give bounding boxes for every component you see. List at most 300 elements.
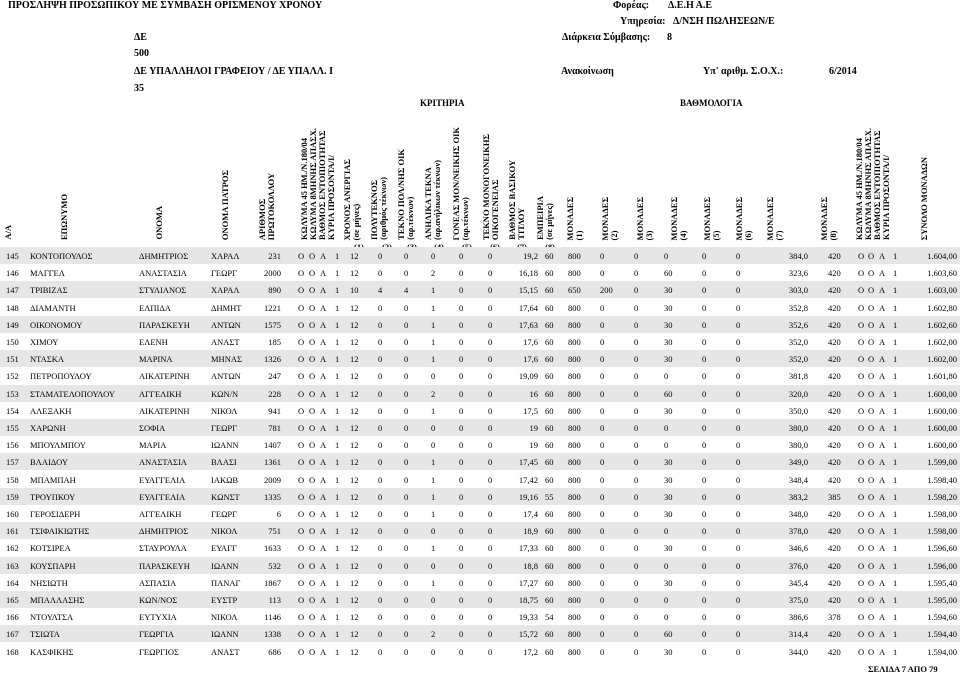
table-cell: 800 xyxy=(568,543,581,554)
table-cell: 378,0 xyxy=(788,526,808,537)
table-cell: 12 xyxy=(350,509,359,519)
table-cell: 0 xyxy=(459,595,464,605)
table-cell: ΚΑΣΦΙΚΗΣ xyxy=(30,646,74,657)
table-cell: 420 xyxy=(828,526,841,537)
table-cell: Ο xyxy=(858,371,865,382)
table-cell: 345,4 xyxy=(788,577,808,588)
table-cell: 420 xyxy=(828,629,841,640)
table-cell: 1 xyxy=(335,337,340,347)
table-cell: 19,33 xyxy=(518,612,538,623)
table-cell: 1 xyxy=(335,251,340,261)
table-cell: 0 xyxy=(702,354,707,365)
table-cell: 1 xyxy=(431,509,436,519)
table-cell: ΚΟΤΣΙΡΕΑ xyxy=(30,543,71,554)
table-cell: 168 xyxy=(6,646,19,657)
table-cell: 30 xyxy=(664,457,673,468)
table-cell: Ο xyxy=(868,319,875,330)
table-cell: 800 xyxy=(568,423,581,433)
table-cell: 1 xyxy=(431,319,436,330)
table-cell: 0 xyxy=(459,509,464,519)
table-cell: Α xyxy=(320,319,327,330)
table-cell: Ο xyxy=(298,474,305,485)
col-monades-4: ΜΟΝΑΔΕΣ (4) xyxy=(669,196,688,240)
table-cell: 420 xyxy=(828,405,841,416)
table-cell: 154 xyxy=(6,405,19,416)
table-cell: Α xyxy=(320,405,327,416)
table-cell: Α xyxy=(879,646,886,657)
table-cell: Α xyxy=(879,354,886,365)
table-cell: Ο xyxy=(868,595,875,605)
table-cell: ΟΙΚΟΝΟΜΟΥ xyxy=(30,319,83,330)
table-cell: 0 xyxy=(736,491,741,502)
table-cell: 0 xyxy=(702,526,707,537)
table-cell: 1 xyxy=(431,285,436,296)
table-cell: Ο xyxy=(298,543,305,554)
table-cell: Α xyxy=(320,268,327,279)
table-cell: 0 xyxy=(736,612,741,623)
table-cell: 1.594,40 xyxy=(927,629,957,640)
table-cell: 0 xyxy=(404,457,409,468)
table-cell: 0 xyxy=(404,440,409,451)
table-cell: 0 xyxy=(736,560,741,571)
table-cell: 0 xyxy=(378,440,383,451)
table-cell: Ο xyxy=(309,440,316,451)
table-cell: 0 xyxy=(702,612,707,623)
table-cell: 1.604,00 xyxy=(927,251,957,261)
table-cell: 350,0 xyxy=(788,405,808,416)
table-cell: ΔΗΜΗΤΡΙΟΣ xyxy=(139,251,189,261)
col-vathmos-titlou: ΒΑΘΜΟΣ ΒΑΣΙΚΟΥ ΤΙΤΛΟΥ xyxy=(507,160,526,240)
table-cell: 0 xyxy=(702,405,707,416)
table-cell: ΑΝΑΣΤ xyxy=(211,646,240,657)
table-cell: 0 xyxy=(459,457,464,468)
document-title: ΠΡΟΣΛΗΨΗ ΠΡΟΣΩΠΙΚΟΥ ΜΕ ΣΥΜΒΑΣΗ ΟΡΙΣΜΕΝΟΥ ΧΡΟΝΟΥ xyxy=(8,0,323,11)
table-cell: 0 xyxy=(404,354,409,365)
table-cell: ΚΩΝ/Ν xyxy=(211,388,239,399)
table-cell: 0 xyxy=(459,612,464,623)
table-cell: 60 xyxy=(545,457,554,468)
table-cell: 420 xyxy=(828,268,841,279)
table-cell: Ο xyxy=(298,354,305,365)
col-patros: ΟΝΟΜΑ ΠΑΤΡΟΣ xyxy=(220,169,230,240)
table-cell: Ο xyxy=(858,337,865,347)
table-cell: ΝΤΑΣΚΑ xyxy=(30,354,65,365)
table-cell: 0 xyxy=(378,405,383,416)
table-cell: ΑΝΑΣΤΑΣΙΑ xyxy=(139,457,187,468)
table-cell: ΑΝΤΩΝ xyxy=(211,371,241,382)
table-cell: 0 xyxy=(404,646,409,657)
table-cell: ΔΗΜΗΤΡΙΟΣ xyxy=(139,526,189,537)
table-cell: 153 xyxy=(6,388,19,399)
table-cell: Ο xyxy=(298,302,305,313)
table-cell: 0 xyxy=(736,302,741,313)
table-cell: 0 xyxy=(488,595,493,605)
table-cell: 0 xyxy=(664,440,669,451)
table-cell: 0 xyxy=(404,629,409,640)
table-cell: 532 xyxy=(268,560,281,571)
table-cell: 0 xyxy=(702,251,707,261)
table-cell: 800 xyxy=(568,491,581,502)
table-cell: 1.598,40 xyxy=(927,474,957,485)
table-cell: 60 xyxy=(545,543,554,554)
table-cell: 54 xyxy=(545,612,554,623)
table-cell: 0 xyxy=(488,251,493,261)
table-cell: 0 xyxy=(488,371,493,382)
table-cell: 55 xyxy=(545,491,554,502)
table-cell: 0 xyxy=(600,405,605,416)
table-cell: 0 xyxy=(736,405,741,416)
foreas-value: Δ.Ε.Η Α.Ε xyxy=(668,0,713,11)
table-cell: 17,33 xyxy=(518,543,538,554)
table-cell: 420 xyxy=(828,371,841,382)
table-cell: Α xyxy=(879,474,886,485)
table-cell: ΤΡΙΒΙΖΑΣ xyxy=(30,285,68,296)
table-cell: 1 xyxy=(893,646,898,657)
table-cell: 12 xyxy=(350,268,359,279)
table-row xyxy=(0,591,960,608)
table-cell: 0 xyxy=(404,319,409,330)
table-cell: 0 xyxy=(488,526,493,537)
table-cell: 1.594,60 xyxy=(927,612,957,623)
col-tekno-monogoneikis: ΤΕΚΝΟ ΜΟΝΟΓΟΝΕΙΚΗΣ ΟΙΚΟΓΕΝΕΙΑΣ xyxy=(481,133,500,240)
table-cell: Α xyxy=(320,251,327,261)
table-cell: ΠΑΡΑΣΚΕΥΗ xyxy=(139,560,190,571)
table-cell: 352,6 xyxy=(788,319,808,330)
table-row xyxy=(0,264,960,281)
table-cell: Α xyxy=(320,388,327,399)
table-cell: 1 xyxy=(335,440,340,451)
table-cell: ΜΑΡΙΝΑ xyxy=(139,354,173,365)
table-cell: 160 xyxy=(6,509,19,519)
table-cell: 1 xyxy=(335,526,340,537)
table-cell: 0 xyxy=(736,457,741,468)
table-cell: 0 xyxy=(702,457,707,468)
table-cell: 60 xyxy=(545,268,554,279)
table-cell: 0 xyxy=(736,577,741,588)
table-cell: 0 xyxy=(459,388,464,399)
table-cell: 420 xyxy=(828,474,841,485)
table-cell: 161 xyxy=(6,526,19,537)
col-anergia: ΧΡΟΝΟΣ ΑΝΕΡΓΙΑΣ (σε μήνες) xyxy=(342,158,361,240)
table-cell: Ο xyxy=(868,337,875,347)
table-cell: 0 xyxy=(600,251,605,261)
table-cell: 781 xyxy=(268,423,281,433)
table-cell: 0 xyxy=(488,319,493,330)
table-cell: 1 xyxy=(893,268,898,279)
table-cell: 12 xyxy=(350,337,359,347)
table-cell: 0 xyxy=(600,560,605,571)
table-cell: Ο xyxy=(309,526,316,537)
table-cell: ΧΑΡΩΝΗ xyxy=(30,423,66,433)
table-cell: Α xyxy=(320,440,327,451)
table-cell: 380,0 xyxy=(788,423,808,433)
table-cell: Ο xyxy=(868,354,875,365)
table-row xyxy=(0,539,960,556)
table-cell: 420 xyxy=(828,319,841,330)
table-cell: Α xyxy=(320,474,327,485)
table-cell: Α xyxy=(879,612,886,623)
table-cell: 60 xyxy=(545,595,554,605)
table-cell: 1 xyxy=(893,405,898,416)
table-cell: ΓΕΡΟΣΙΔΕΡΗ xyxy=(30,509,81,519)
table-cell: 1 xyxy=(893,474,898,485)
table-row xyxy=(0,419,960,436)
table-cell: 12 xyxy=(350,577,359,588)
table-cell: 420 xyxy=(828,509,841,519)
table-cell: 0 xyxy=(404,405,409,416)
table-cell: 1 xyxy=(335,371,340,382)
table-cell: ΤΣΙΩΤΑ xyxy=(30,629,60,640)
table-cell: Ο xyxy=(309,405,316,416)
table-cell: 0 xyxy=(459,526,464,537)
table-cell: 1146 xyxy=(264,612,281,623)
table-cell: Ο xyxy=(858,577,865,588)
table-cell: ΑΓΓΕΛΙΚΗ xyxy=(139,509,182,519)
table-cell: 0 xyxy=(378,251,383,261)
table-cell: 0 xyxy=(634,646,639,657)
table-cell: Α xyxy=(320,543,327,554)
table-cell: 1.600,00 xyxy=(927,423,957,433)
table-cell: 60 xyxy=(545,388,554,399)
table-cell: Α xyxy=(879,285,886,296)
table-cell: 1 xyxy=(431,577,436,588)
table-cell: 1 xyxy=(431,302,436,313)
table-cell: 30 xyxy=(664,577,673,588)
table-cell: 0 xyxy=(600,577,605,588)
table-cell: 1.603,00 xyxy=(927,285,957,296)
table-cell: 0 xyxy=(702,285,707,296)
table-row xyxy=(0,574,960,591)
table-cell: 1 xyxy=(335,423,340,433)
table-cell: 0 xyxy=(459,629,464,640)
table-cell: 1 xyxy=(335,646,340,657)
table-cell: 0 xyxy=(378,577,383,588)
table-cell: 30 xyxy=(664,543,673,554)
table-cell: Ο xyxy=(868,268,875,279)
table-cell: ΕΥΣΤΡ xyxy=(211,595,238,605)
table-cell: 0 xyxy=(736,526,741,537)
table-cell: 800 xyxy=(568,629,581,640)
table-cell: 1 xyxy=(335,302,340,313)
table-cell: 0 xyxy=(634,595,639,605)
table-cell: 0 xyxy=(488,354,493,365)
table-cell: Ο xyxy=(298,388,305,399)
table-cell: Α xyxy=(879,268,886,279)
table-cell: 17,5 xyxy=(523,405,538,416)
table-cell: ΙΩΑΝΝ xyxy=(211,629,239,640)
table-cell: 1.595,00 xyxy=(927,595,957,605)
table-cell: 352,0 xyxy=(788,337,808,347)
table-cell: 0 xyxy=(488,646,493,657)
table-cell: 0 xyxy=(431,526,436,537)
table-cell: Ο xyxy=(309,560,316,571)
table-cell: 0 xyxy=(600,440,605,451)
table-cell: Α xyxy=(320,423,327,433)
table-cell: 1.596,00 xyxy=(927,560,957,571)
col-aa: Α/Α xyxy=(3,225,13,240)
table-cell: Α xyxy=(879,457,886,468)
table-cell: Ο xyxy=(858,405,865,416)
table-cell: 1 xyxy=(893,629,898,640)
table-cell: 146 xyxy=(6,268,19,279)
table-cell: 0 xyxy=(431,440,436,451)
table-cell: ΚΩΝ/ΝΟΣ xyxy=(139,595,178,605)
table-cell: 30 xyxy=(664,509,673,519)
col-monades-3: ΜΟΝΑΔΕΣ (3) xyxy=(635,196,654,240)
table-cell: 19 xyxy=(529,440,538,451)
table-cell: 166 xyxy=(6,612,19,623)
table-cell: ΓΕΩΡΓ xyxy=(211,268,238,279)
table-cell: Ο xyxy=(309,251,316,261)
table-cell: ΤΣΙΦΑΙΚΙΩΤΗΣ xyxy=(30,526,90,537)
table-cell: 0 xyxy=(404,491,409,502)
table-cell: 0 xyxy=(736,251,741,261)
table-row xyxy=(0,625,960,642)
table-cell: Ο xyxy=(309,457,316,468)
table-cell: ΕΥΑΓΓΕΛΙΑ xyxy=(139,474,186,485)
table-cell: 1 xyxy=(893,319,898,330)
table-cell: 0 xyxy=(736,285,741,296)
table-cell: 381,8 xyxy=(788,371,808,382)
table-cell: 0 xyxy=(459,440,464,451)
table-cell: 1.595,40 xyxy=(927,577,957,588)
table-cell: ΤΡΟΥΠΚΟΥ xyxy=(30,491,76,502)
table-cell: 0 xyxy=(459,354,464,365)
table-cell: Ο xyxy=(858,646,865,657)
table-row xyxy=(0,488,960,505)
table-cell: Α xyxy=(879,543,886,554)
table-cell: 1 xyxy=(335,268,340,279)
table-cell: 0 xyxy=(378,354,383,365)
table-cell: 800 xyxy=(568,440,581,451)
table-cell: 375,0 xyxy=(788,595,808,605)
table-cell: ΜΑΓΓΕΛ xyxy=(30,268,65,279)
table-row xyxy=(0,436,960,453)
table-cell: 1 xyxy=(335,612,340,623)
table-cell: 0 xyxy=(488,509,493,519)
table-cell: ΚΟΥΣΠΑΡΗ xyxy=(30,560,76,571)
table-cell: Ο xyxy=(858,474,865,485)
table-cell: ΠΑΝΑΓ xyxy=(211,577,241,588)
col-synolo-monadon: ΣΥΝΟΛΟ ΜΟΝΑΔΩΝ xyxy=(919,156,929,240)
table-cell: 231 xyxy=(268,251,281,261)
table-cell: 420 xyxy=(828,302,841,313)
table-cell: 0 xyxy=(459,646,464,657)
table-cell: 0 xyxy=(459,405,464,416)
table-cell: Α xyxy=(879,526,886,537)
table-cell: 0 xyxy=(736,371,741,382)
table-row xyxy=(0,471,960,488)
table-cell: ΕΛΕΝΗ xyxy=(139,337,168,347)
table-cell: 0 xyxy=(378,629,383,640)
table-row xyxy=(0,385,960,402)
table-cell: 0 xyxy=(459,560,464,571)
table-cell: 157 xyxy=(6,457,19,468)
table-cell: 0 xyxy=(702,595,707,605)
table-cell: 0 xyxy=(600,457,605,468)
table-cell: 0 xyxy=(488,457,493,468)
table-cell: 1407 xyxy=(264,440,281,451)
table-cell: 420 xyxy=(828,423,841,433)
table-cell: ΜΠΟΥΛΜΠΟΥ xyxy=(30,440,86,451)
table-cell: Ο xyxy=(309,577,316,588)
table-cell: 0 xyxy=(634,423,639,433)
table-cell: Ο xyxy=(309,319,316,330)
table-cell: 0 xyxy=(634,612,639,623)
table-cell: Ο xyxy=(858,423,865,433)
ypiresia-label: Υπηρεσία: xyxy=(620,16,666,27)
table-cell: 0 xyxy=(378,268,383,279)
table-cell: 383,2 xyxy=(788,491,808,502)
table-cell: Ο xyxy=(309,595,316,605)
table-cell: 0 xyxy=(736,423,741,433)
table-cell: Ο xyxy=(868,646,875,657)
table-cell: Α xyxy=(320,560,327,571)
yp-value: 6/2014 xyxy=(829,66,857,77)
table-cell: Ο xyxy=(858,543,865,554)
table-cell: ΓΕΩΡΓ xyxy=(211,423,238,433)
table-cell: Ο xyxy=(868,577,875,588)
table-cell: Ο xyxy=(309,629,316,640)
table-cell: 1 xyxy=(335,354,340,365)
table-cell: Ο xyxy=(298,457,305,468)
table-cell: 0 xyxy=(664,251,669,261)
table-cell: Ο xyxy=(309,543,316,554)
table-cell: 0 xyxy=(702,371,707,382)
table-cell: ΝΙΚΟΛ xyxy=(211,405,238,416)
table-cell: 1 xyxy=(431,457,436,468)
table-cell: Α xyxy=(320,646,327,657)
table-cell: 800 xyxy=(568,474,581,485)
table-cell: 1 xyxy=(335,405,340,416)
table-cell: ΜΑΡΙΑ xyxy=(139,440,167,451)
table-cell: 0 xyxy=(702,337,707,347)
table-row xyxy=(0,247,960,264)
table-cell: Α xyxy=(320,302,327,313)
table-cell: Ο xyxy=(858,560,865,571)
table-cell: Ο xyxy=(868,440,875,451)
table-cell: ΑΙΚΑΤΕΡΙΝΗ xyxy=(139,405,190,416)
table-cell: Α xyxy=(879,577,886,588)
table-cell: ΝΤΟΥΛΤΣΑ xyxy=(30,612,74,623)
table-cell: 386,6 xyxy=(788,612,808,623)
diarkeia-label: Διάρκεια Σύμβασης: xyxy=(562,32,651,43)
table-cell: Ο xyxy=(309,354,316,365)
table-cell: Ο xyxy=(858,457,865,468)
table-cell: Α xyxy=(320,612,327,623)
table-cell: 4 xyxy=(404,285,409,296)
table-cell: Ο xyxy=(868,629,875,640)
table-cell: 60 xyxy=(545,577,554,588)
table-cell: 352,0 xyxy=(788,354,808,365)
table-cell: 0 xyxy=(702,491,707,502)
table-cell: Α xyxy=(320,629,327,640)
table-cell: 420 xyxy=(828,388,841,399)
table-cell: 0 xyxy=(378,457,383,468)
table-cell: 17,4 xyxy=(523,509,538,519)
table-cell: 420 xyxy=(828,560,841,571)
table-cell: Ο xyxy=(309,646,316,657)
table-cell: ΑΛΕΞΑΚΗ xyxy=(30,405,72,416)
table-cell: 314,4 xyxy=(788,629,808,640)
table-cell: 0 xyxy=(488,388,493,399)
table-cell: 800 xyxy=(568,457,581,468)
table-cell: 1867 xyxy=(264,577,281,588)
col-polyteknos: ΠΟΛΥΤΕΚΝΟΣ (αριθμός τέκνων) xyxy=(369,177,388,240)
table-cell: 0 xyxy=(736,629,741,640)
table-cell: 0 xyxy=(634,440,639,451)
table-cell: Ο xyxy=(868,423,875,433)
